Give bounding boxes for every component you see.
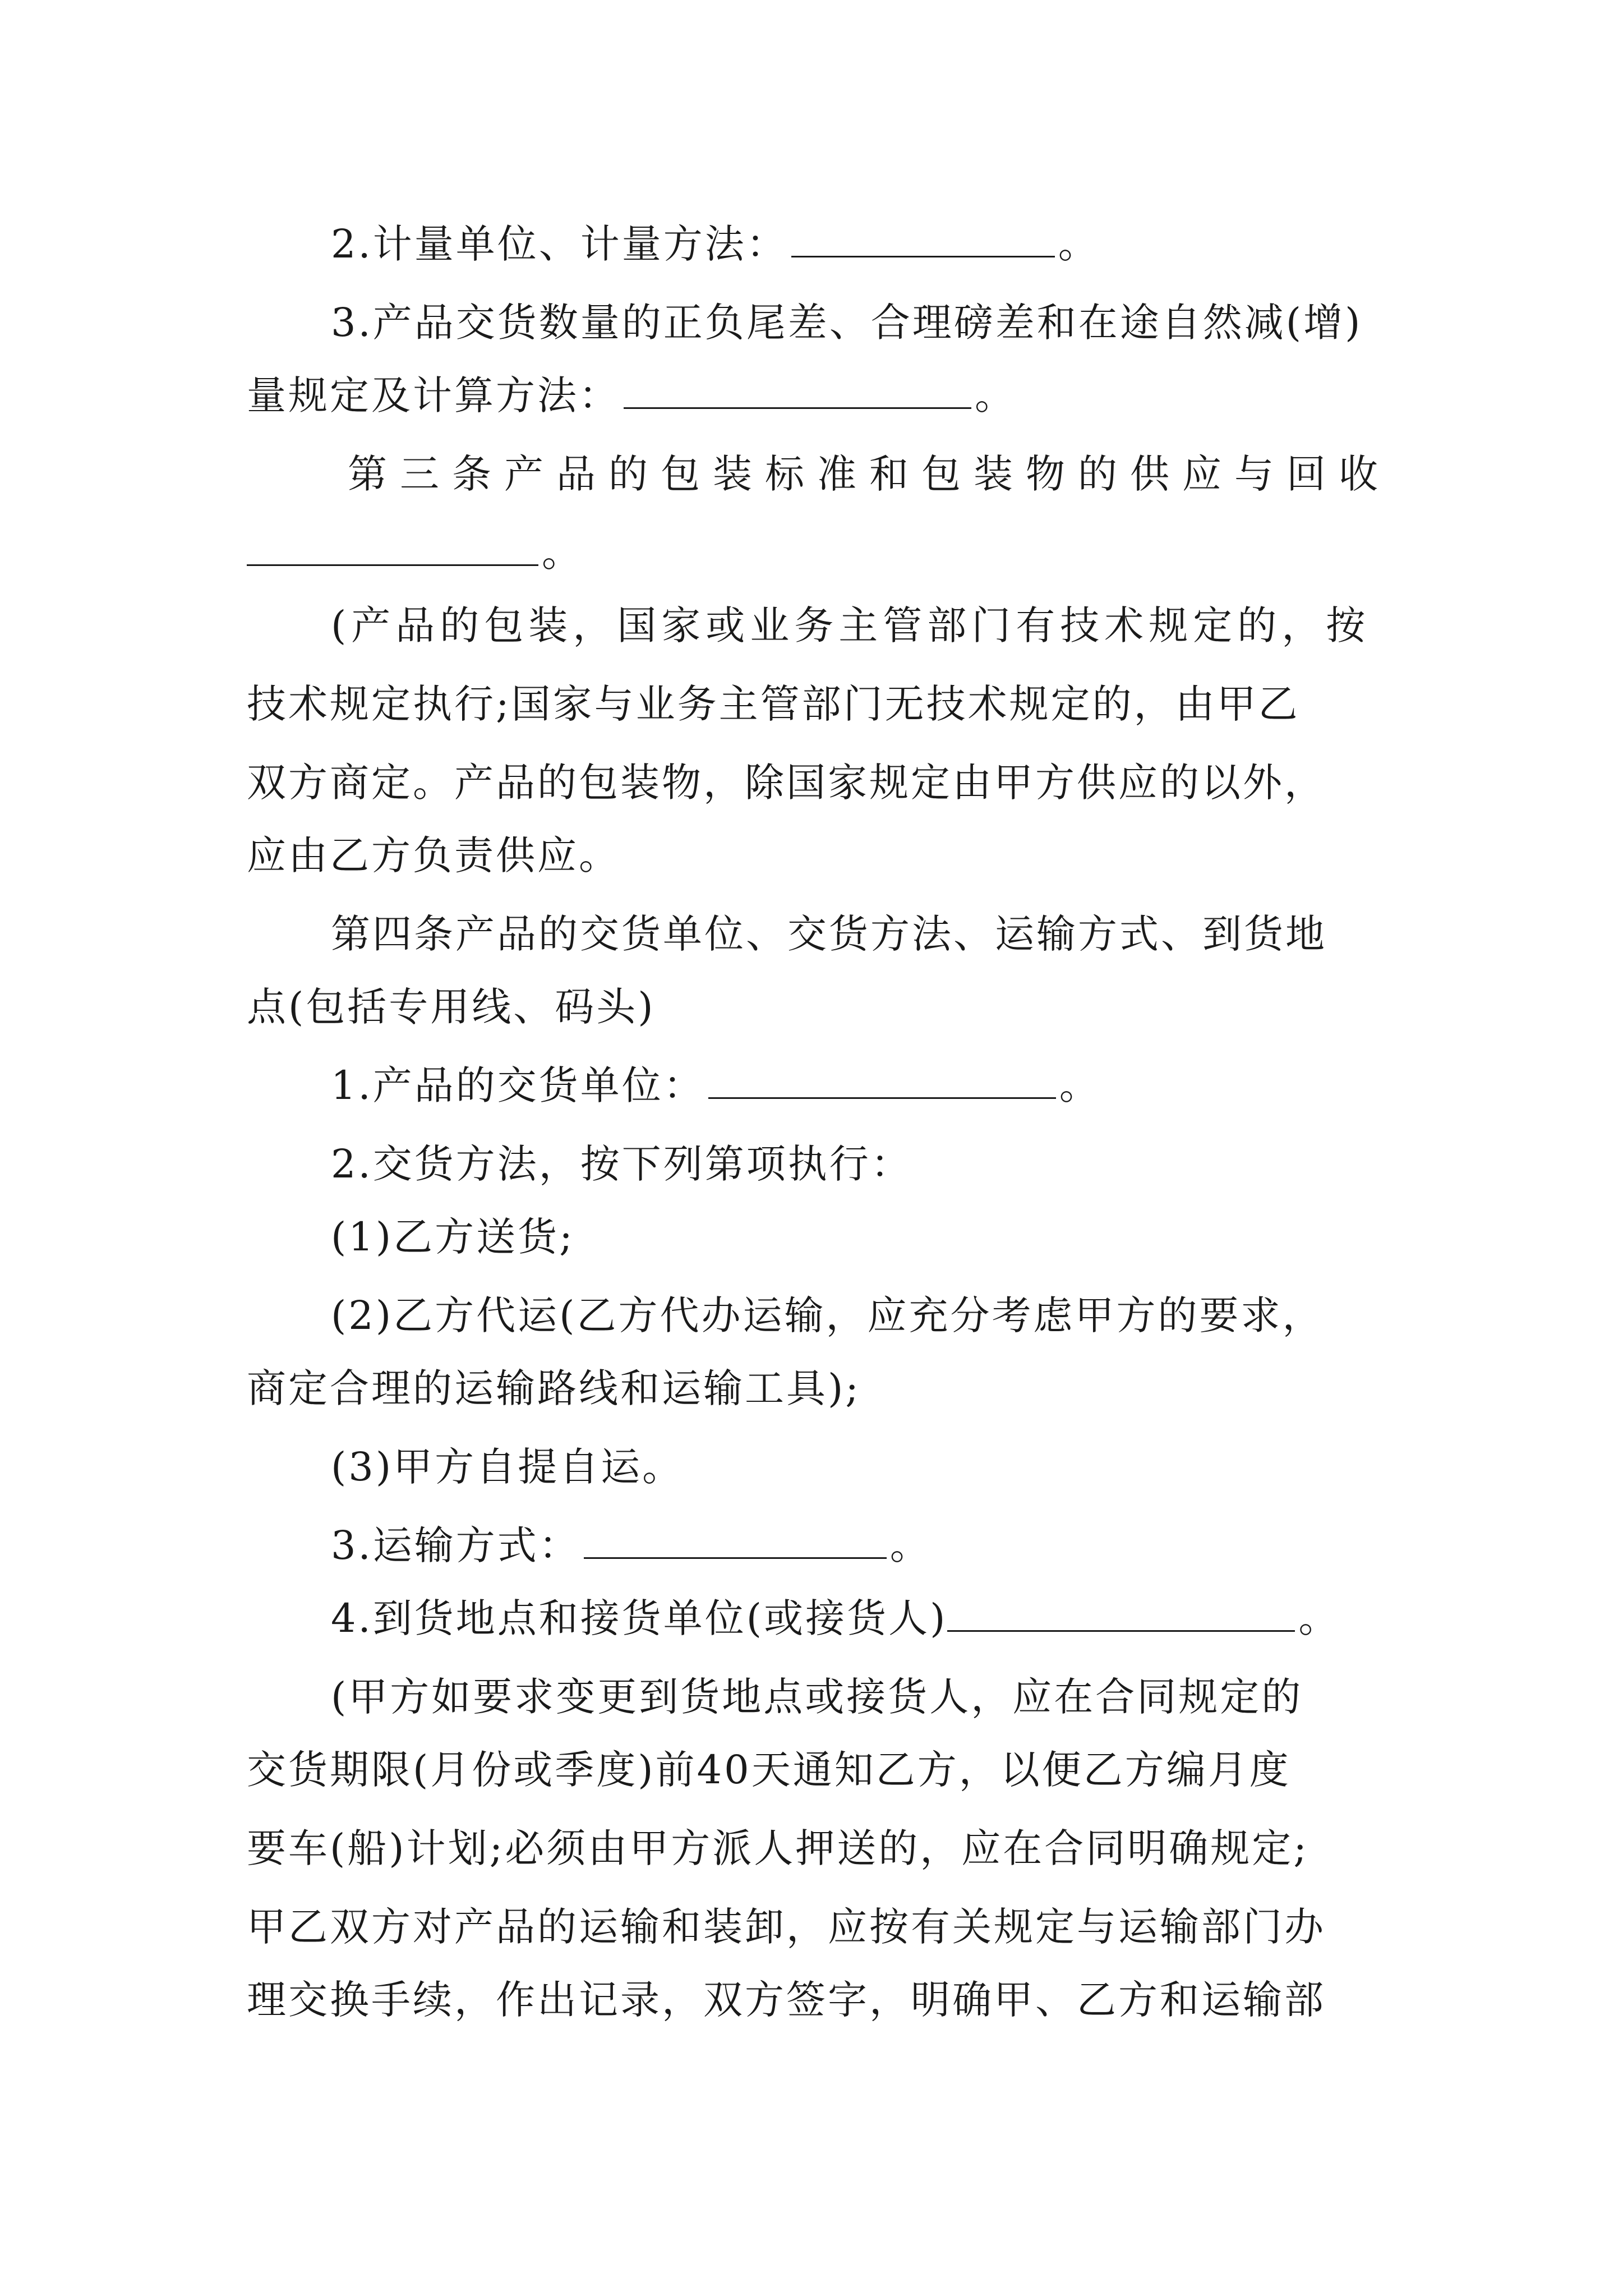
- text-line-13-text: 2.交货方法，按下列第项执行：: [331, 1141, 912, 1187]
- text-line-19-end: 。: [1298, 1595, 1340, 1641]
- fill-blank-delivery-unit: [708, 1062, 1056, 1099]
- text-line-8: [247, 754, 1326, 811]
- article-three-heading: 第三条产品的包装标准和包装物的供应与回收: [348, 451, 1391, 497]
- text-line-21-text: 交货期限(月份或季度)前40天通知乙方，以便乙方编月度: [247, 1747, 1291, 1793]
- text-line-1: [331, 216, 1100, 272]
- text-line-23-text: 甲乙双方对产品的运输和装卸，应按有关规定与运输部门办: [247, 1904, 1326, 1950]
- text-line-19-text: 4.到货地点和接货单位(或接货人): [331, 1595, 948, 1641]
- fill-blank-packaging: [247, 530, 538, 566]
- text-line-18: [331, 1517, 932, 1573]
- text-line-9: [247, 827, 620, 884]
- text-line-24-text: 理交换手续，作出记录，双方签字，明确甲、乙方和运输部: [247, 1977, 1326, 2023]
- text-line-12-text: 1.产品的交货单位：: [331, 1062, 705, 1108]
- text-line-12-end: 。: [1059, 1062, 1101, 1108]
- article-four-heading: 第四条产品的交货单位、交货方法、运输方式、到货地: [331, 911, 1327, 957]
- text-line-4: [348, 446, 1391, 502]
- text-line-15-text: (2)乙方代运(乙方代办运输，应充分考虑甲方的要求，: [331, 1292, 1324, 1338]
- text-line-23: [247, 1899, 1326, 1955]
- text-line-16: [247, 1360, 861, 1416]
- text-line-24: [247, 1972, 1326, 2028]
- text-line-10: [331, 906, 1327, 962]
- fill-blank-tolerance-calculation: [624, 372, 971, 409]
- text-line-11: [247, 979, 656, 1035]
- text-line-1-end: 。: [1058, 221, 1100, 267]
- text-line-12: [331, 1057, 1101, 1114]
- text-line-11-text: 点(包括专用线、码头): [247, 984, 656, 1030]
- text-line-9-text: 应由乙方负责供应。: [247, 832, 620, 878]
- text-line-18-text: 3.运输方式：: [331, 1522, 580, 1568]
- text-line-14: [331, 1209, 575, 1265]
- text-line-21: [247, 1742, 1291, 1798]
- text-line-17: [331, 1439, 684, 1495]
- text-line-16-text: 商定合理的运输路线和运输工具);: [247, 1365, 861, 1411]
- text-line-22-text: 要车(船)计划;必须由甲方派人押送的，应在合同明确规定;: [247, 1825, 1309, 1871]
- text-line-5-end: 。: [542, 530, 583, 576]
- text-line-22: [247, 1820, 1309, 1876]
- text-line-6: [331, 597, 1370, 654]
- text-line-3-end: 。: [975, 372, 1016, 418]
- fill-blank-measurement-method: [791, 221, 1055, 257]
- text-line-6-text: (产品的包装，国家或业务主管部门有技术规定的，按: [331, 602, 1371, 648]
- text-line-5: [247, 524, 583, 581]
- text-line-20: [331, 1669, 1303, 1725]
- text-line-19: [331, 1590, 1340, 1646]
- text-line-13: [331, 1136, 912, 1192]
- fill-blank-arrival-location: [947, 1595, 1295, 1632]
- text-line-20-text: (甲方如要求变更到货地点或接货人，应在合同规定的: [331, 1674, 1303, 1720]
- text-line-2-text: 3.产品交货数量的正负尾差、合理磅差和在途自然减(增): [331, 300, 1363, 346]
- text-line-2: [331, 295, 1362, 351]
- text-line-17-text: (3)甲方自提自运。: [331, 1444, 684, 1490]
- text-line-15: [331, 1287, 1324, 1343]
- text-line-1-text: 2.计量单位、计量方法：: [331, 221, 788, 267]
- text-line-14-text: (1)乙方送货;: [331, 1214, 575, 1260]
- text-line-7-text: 技术规定执行;国家与业务主管部门无技术规定的，由甲乙: [247, 681, 1300, 727]
- text-line-8-text: 双方商定。产品的包装物，除国家规定由甲方供应的以外，: [247, 760, 1326, 806]
- text-line-18-end: 。: [889, 1522, 932, 1568]
- fill-blank-transport-mode: [584, 1522, 887, 1559]
- text-line-7: [247, 676, 1300, 732]
- text-line-3-text: 量规定及计算方法：: [247, 372, 620, 418]
- text-line-3: [247, 367, 1016, 424]
